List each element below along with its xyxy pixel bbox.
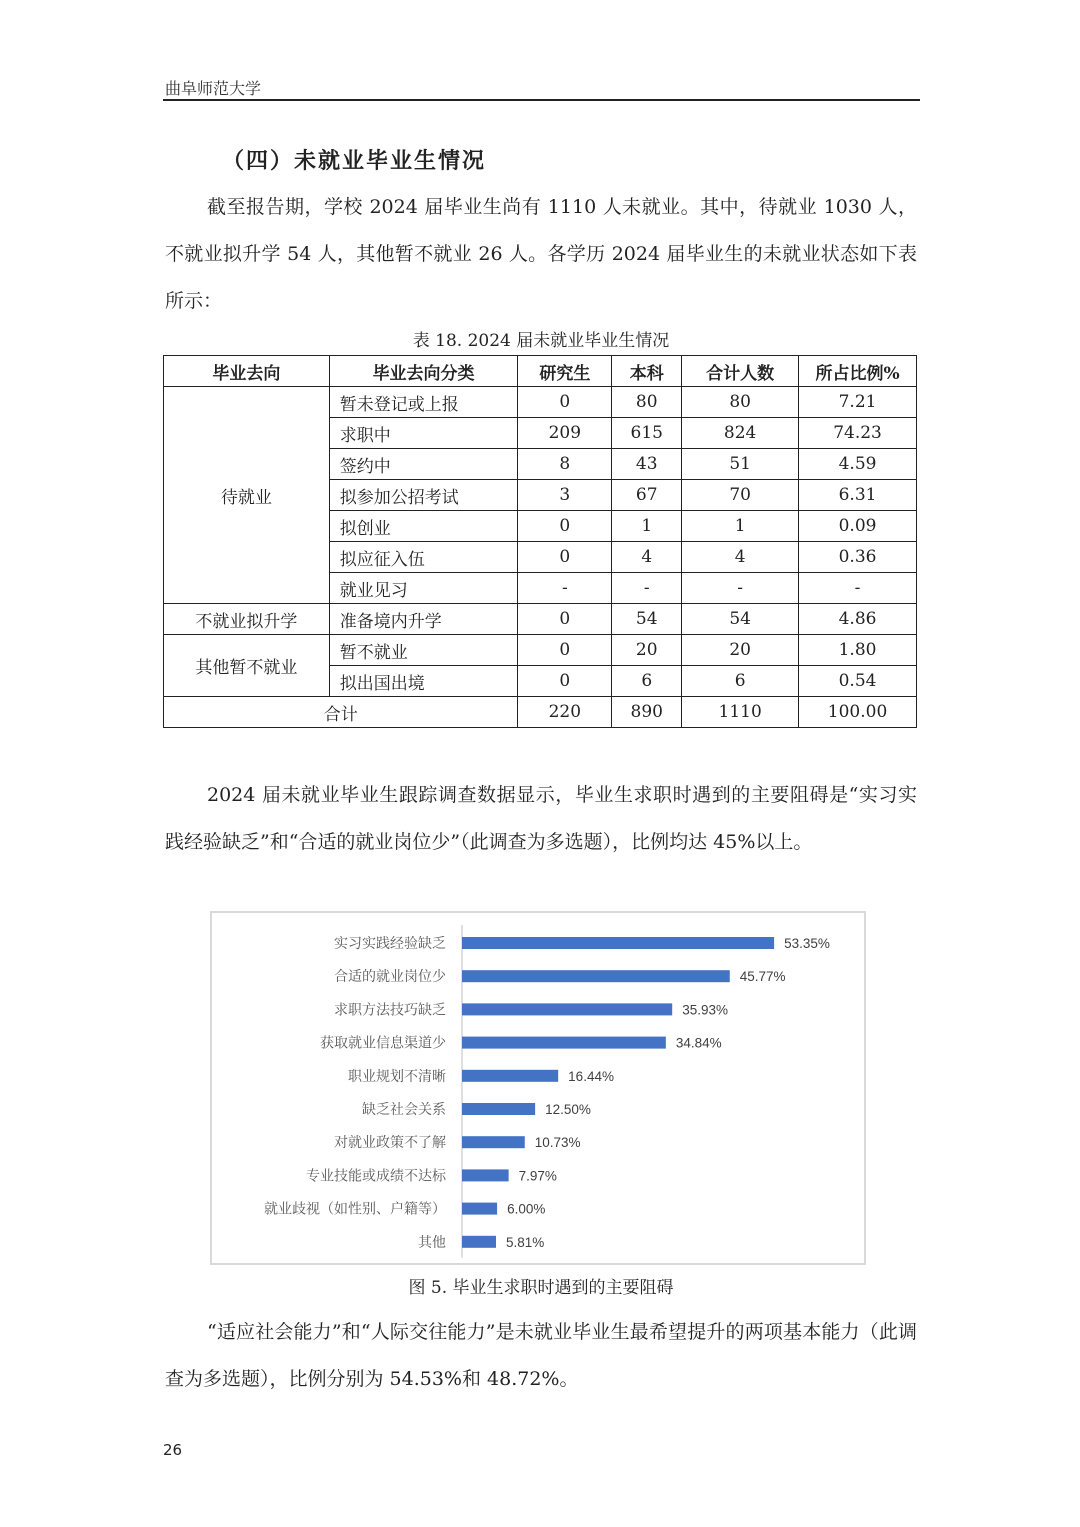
value-cell: 80 [682, 387, 799, 418]
value-cell: 6 [612, 666, 682, 697]
data-label: 10.73% [534, 1135, 581, 1151]
header-cell: 研究生 [518, 356, 612, 387]
value-cell: 0.54 [799, 666, 917, 697]
value-cell: 20 [682, 635, 799, 666]
category-cell: 准备境内升学 [329, 604, 518, 635]
data-label: 35.93% [682, 1002, 728, 1018]
value-cell: 4 [682, 542, 799, 573]
value-cell: 74.23 [799, 418, 917, 449]
data-label: 34.84% [675, 1035, 722, 1051]
data-label: 16.44% [568, 1068, 614, 1084]
value-cell: 7.21 [799, 387, 917, 418]
paragraph-obstacles: 2024 届未就业毕业生跟踪调查数据显示，毕业生求职时遇到的主要阻碍是“实习实践经验缺乏”和“合适的就业岗位少”（此调查为多选题），比例均达 45%以上。 [165, 784, 917, 853]
total-cell: 100.00 [799, 697, 917, 728]
category-cell: 拟应征入伍 [329, 542, 518, 573]
header-institution: 曲阜师范大学 [165, 79, 262, 98]
value-cell: 80 [612, 387, 682, 418]
data-label: 45.77% [739, 969, 786, 985]
category-cell: 求职中 [329, 418, 518, 449]
category-cell: 签约中 [329, 449, 518, 480]
value-cell: 0.09 [799, 511, 917, 542]
bar [462, 970, 730, 982]
paragraph-intro: 截至报告期，学校 2024 届毕业生尚有 1110 人未就业。其中，待就业 1030 人，不就业拟升学 54 人，其他暂不就业 26 人。各学历 2024 届毕业生的未就业状态如下表所示： [165, 196, 917, 312]
chart-caption: 图 5. 毕业生求职时遇到的主要阻碍 [408, 1278, 674, 1298]
value-cell: 0.36 [799, 542, 917, 573]
header-cell: 合计人数 [682, 356, 799, 387]
category-label: 实习实践经验缺乏 [334, 936, 446, 952]
value-cell: 4 [612, 542, 682, 573]
category-cell: 就业见习 [329, 573, 518, 604]
value-cell: - [682, 573, 799, 604]
category-label: 就业歧视（如性别、户籍等） [264, 1201, 446, 1218]
bar [462, 1070, 558, 1082]
category-cell: 暂不就业 [329, 635, 518, 666]
table-header-row [164, 356, 917, 387]
bar [462, 1103, 535, 1115]
value-cell: 6 [682, 666, 799, 697]
header-cell: 本科 [612, 356, 682, 387]
value-cell: 0 [518, 511, 612, 542]
bar [462, 1136, 525, 1148]
section-title: （四）未就业毕业生情况 [222, 148, 487, 174]
value-cell: 1.80 [799, 635, 917, 666]
value-cell: 51 [682, 449, 799, 480]
data-label: 5.81% [505, 1234, 545, 1250]
value-cell: 4.59 [799, 449, 917, 480]
header-rule [163, 99, 920, 101]
total-cell: 1110 [682, 697, 799, 728]
data-label: 6.00% [507, 1201, 546, 1217]
category-label: 其他 [418, 1234, 446, 1251]
value-cell: - [612, 573, 682, 604]
bar [462, 1236, 496, 1248]
category-cell: 拟创业 [329, 511, 518, 542]
value-cell: - [799, 573, 917, 604]
category-label: 对就业政策不了解 [334, 1135, 446, 1152]
header-cell: 毕业去向 [164, 356, 330, 387]
category-label: 缺乏社会关系 [362, 1102, 446, 1118]
category-label: 职业规划不清晰 [348, 1068, 446, 1085]
category-cell: 拟出国出境 [329, 666, 518, 697]
value-cell: 67 [612, 480, 682, 511]
group-cell: 待就业 [164, 387, 330, 604]
value-cell: 615 [612, 418, 682, 449]
total-cell: 220 [518, 697, 612, 728]
bar [462, 937, 774, 949]
bar [462, 1203, 497, 1215]
value-cell: 824 [682, 418, 799, 449]
value-cell: 1 [682, 511, 799, 542]
header-cell: 所占比例% [799, 356, 917, 387]
page-number: 26 [163, 1441, 183, 1459]
value-cell: 0 [518, 604, 612, 635]
value-cell: 54 [612, 604, 682, 635]
data-label: 7.97% [518, 1168, 557, 1184]
category-cell: 拟参加公招考试 [329, 480, 518, 511]
category-cell: 暂未登记或上报 [329, 387, 518, 418]
table-row [164, 387, 917, 418]
category-label: 专业技能或成绩不达标 [306, 1168, 446, 1185]
bar [462, 1003, 672, 1015]
value-cell: 20 [612, 635, 682, 666]
category-label: 求职方法技巧缺乏 [334, 1002, 446, 1019]
total-label-cell: 合计 [164, 697, 518, 728]
value-cell: 4.86 [799, 604, 917, 635]
table-total-row [164, 697, 917, 728]
bar [462, 1169, 509, 1181]
value-cell: 8 [518, 449, 612, 480]
value-cell: 0 [518, 635, 612, 666]
value-cell: 209 [518, 418, 612, 449]
group-cell: 不就业拟升学 [164, 604, 330, 635]
value-cell: - [518, 573, 612, 604]
value-cell: 43 [612, 449, 682, 480]
data-label: 53.35% [784, 936, 830, 951]
value-cell: 1 [612, 511, 682, 542]
value-cell: 0 [518, 542, 612, 573]
table-caption: 表 18. 2024 届未就业毕业生情况 [412, 331, 670, 351]
category-label: 合适的就业岗位少 [334, 969, 446, 986]
value-cell: 6.31 [799, 480, 917, 511]
table-row [164, 604, 917, 635]
value-cell: 3 [518, 480, 612, 511]
value-cell: 0 [518, 387, 612, 418]
obstacles-bar-chart [212, 913, 864, 1263]
value-cell: 70 [682, 480, 799, 511]
value-cell: 54 [682, 604, 799, 635]
group-cell: 其他暂不就业 [164, 635, 330, 697]
obstacles-chart [210, 911, 866, 1265]
value-cell: 0 [518, 666, 612, 697]
header-cell: 毕业去向分类 [329, 356, 518, 387]
data-label: 12.50% [545, 1102, 591, 1117]
unemployed-table [163, 355, 917, 728]
table-row [164, 635, 917, 666]
total-cell: 890 [612, 697, 682, 728]
paragraph-abilities: “适应社会能力”和“人际交往能力”是未就业毕业生最希望提升的两项基本能力（此调查为多选题），比例分别为 54.53%和 48.72%。 [165, 1321, 917, 1390]
category-label: 获取就业信息渠道少 [320, 1035, 446, 1052]
bar [462, 1037, 666, 1049]
